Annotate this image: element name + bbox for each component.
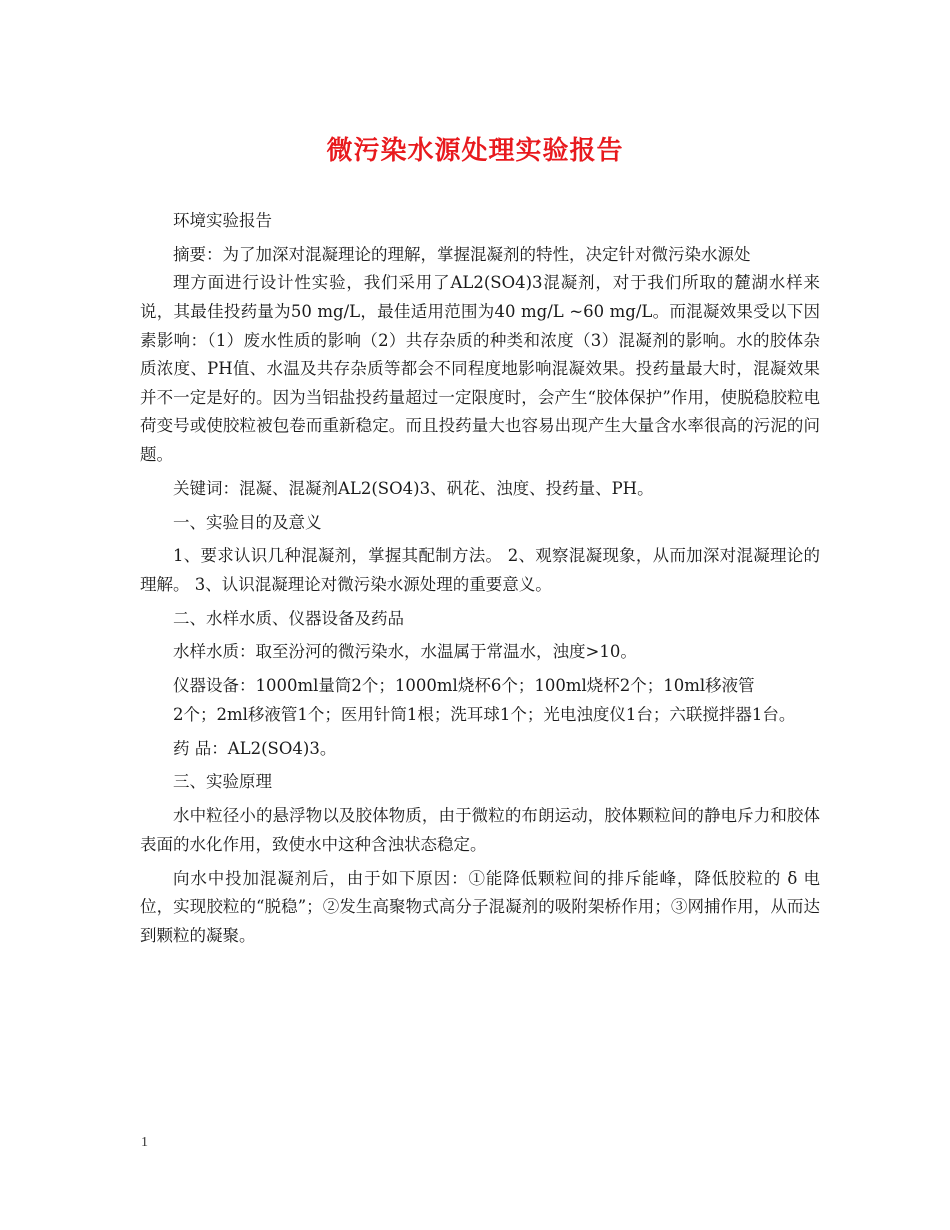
document-title: 微污染水源处理实验报告 bbox=[326, 136, 624, 166]
paragraph: 关键词：混凝、混凝剂AL2(SO4)3、矾花、浊度、投药量、PH。 bbox=[173, 478, 654, 498]
paragraph: 水样水质：取至汾河的微污染水，水温属于常温水，浊度>10。 bbox=[173, 642, 637, 662]
section-heading: 三、实验原理 bbox=[173, 772, 272, 792]
section-heading: 一、实验目的及意义 bbox=[173, 512, 322, 532]
paragraph: 仪器设备：1000ml量筒2个；1000ml烧杯6个；100ml烧杯2个；10ml移液管 bbox=[173, 676, 755, 696]
paragraph: 环境实验报告 bbox=[173, 211, 272, 230]
paragraph: 药 品：AL2(SO4)3。 bbox=[173, 738, 337, 758]
document-body bbox=[140, 207, 820, 956]
paragraph: 2个；2ml移液管1个；医用针筒1根；洗耳球1个；光电浊度仪1台；六联搅拌器1台。 bbox=[173, 704, 796, 724]
paragraph: 理方面进行设计性实验，我们采用了AL2(SO4)3混凝剂，对于我们所取的麓湖水样来说，其最佳投药量为50 mg/L，最佳适用范围为40 mg/L ~60 mg/L。而混凝效果受以下因素影响：（1）废水性质的影响（2）共存杂质的种类和浓度（3）混凝剂的影响。水的胶体杂质浓度、PH值、水温及共存杂质等都会不同程度地影响混凝效果。投药量最大时，混凝效果并不一定是好的。因为当铝盐投药量超过一定限度时，会产生“胶体保护”作用，使脱稳胶粒电荷变号或使胶粒被包卷而重新稳定。而且投药量大也容易出现产生大量含水率很高的污泥的问题。 bbox=[140, 273, 820, 464]
paragraph: 向水中投加混凝剂后，由于如下原因：①能降低颗粒间的排斥能峰，降低胶粒的 δ 电位，实现胶粒的“脱稳”；②发生高聚物式高分子混凝剂的吸附架桥作用；③网捕作用，从而达到颗粒的凝聚。 bbox=[140, 868, 820, 945]
paragraph: 摘要：为了加深对混凝理论的理解，掌握混凝剂的特性，决定针对微污染水源处 bbox=[173, 244, 751, 264]
paragraph: 水中粒径小的悬浮物以及胶体物质，由于微粒的布朗运动，胶体颗粒间的静电斥力和胶体表面的水化作用，致使水中这种含浊状态稳定。 bbox=[140, 806, 820, 854]
paragraph: 1、要求认识几种混凝剂，掌握其配制方法。 2、观察混凝现象，从而加深对混凝理论的理解。 3、认识混凝理论对微污染水源处理的重要意义。 bbox=[140, 546, 820, 594]
section-heading: 二、水样水质、仪器设备及药品 bbox=[173, 608, 404, 628]
page-number: 1 bbox=[141, 1135, 148, 1150]
